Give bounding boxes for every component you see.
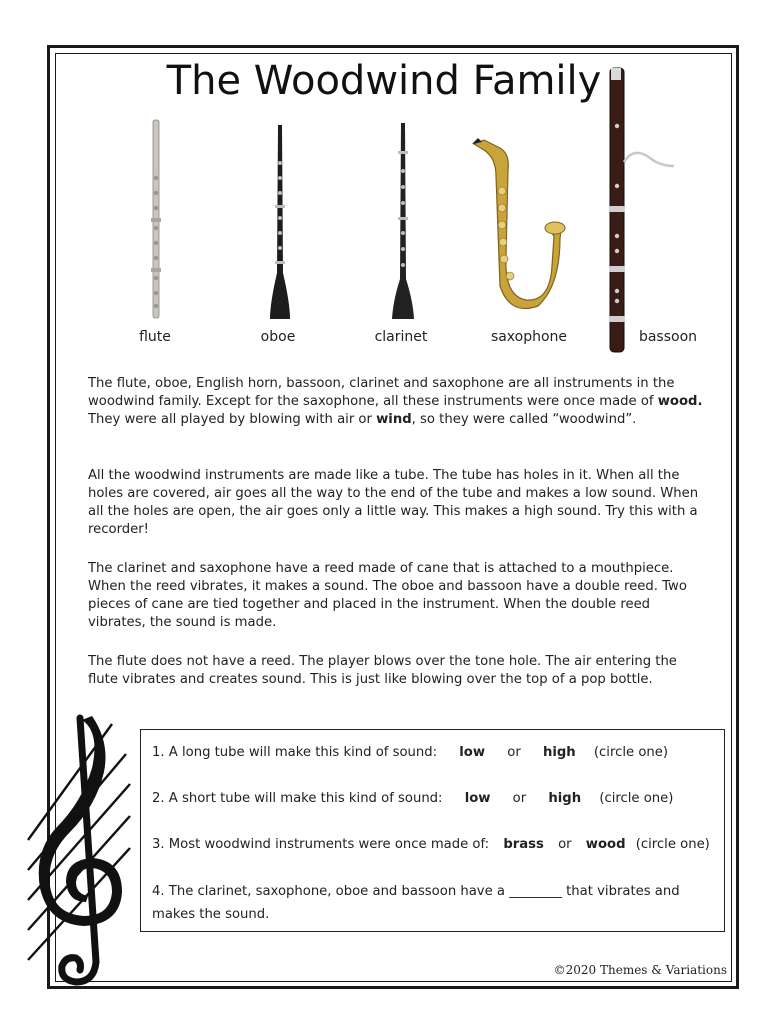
question-1-text: 1. A long tube will make this kind of sound: (152, 745, 438, 760)
question-2-note: (circle one) (599, 791, 674, 806)
instrument-label-saxophone: saxophone (490, 329, 568, 345)
question-2 (152, 791, 673, 806)
paragraph-intro-text-2: They were all played by blowing with air or (88, 412, 377, 427)
question-2-option-low[interactable]: low (464, 791, 491, 806)
question-4-line-1: 4. The clarinet, saxophone, oboe and bassoon have a ________ that vibrates and (152, 884, 680, 899)
question-3-option-wood[interactable]: wood (585, 837, 626, 852)
question-1-note: (circle one) (593, 745, 669, 760)
paragraph-intro (88, 375, 704, 429)
question-3-or: or (558, 837, 572, 852)
keyword-wind: wind (376, 412, 412, 427)
question-4-line-2: makes the sound. (152, 907, 270, 922)
keyword-wood: wood. (657, 394, 703, 409)
question-2-or: or (512, 791, 527, 806)
instrument-label-flute: flute (139, 329, 171, 345)
question-3-option-brass[interactable]: brass (503, 837, 544, 852)
paragraph-tube: All the woodwind instruments are made like a tube. The tube has holes in it. When all the holes are covered, air goes all the way to the end of the tube and makes a low sound. When all the holes are open, the air goes only a little way. This makes a high sound. Try this with a recorder! (88, 468, 699, 537)
treble-clef-icon (22, 712, 142, 992)
paragraph-flute: The flute does not have a reed. The player blows over the tone hole. The air entering the flute vibrates and creates sound. This is just like blowing over the top of a pop bottle. (88, 654, 677, 687)
question-2-text: 2. A short tube will make this kind of sound: (152, 791, 443, 806)
saxophone-icon (470, 136, 566, 312)
instrument-label-oboe: oboe (260, 329, 296, 345)
question-1-or: or (507, 745, 521, 760)
bassoon-icon (600, 66, 680, 354)
question-1-option-low[interactable]: low (459, 745, 486, 760)
clarinet-icon (389, 121, 417, 321)
question-3-note: (circle one) (635, 837, 710, 852)
copyright: ©2020 Themes & Variations (553, 963, 727, 977)
paragraph-intro-text-3: , so they were called “woodwind”. (411, 412, 637, 427)
instrument-label-clarinet: clarinet (374, 329, 428, 345)
question-3-text: 3. Most woodwind instruments were once made of: (152, 837, 490, 852)
question-2-option-high[interactable]: high (548, 791, 582, 806)
question-1-option-high[interactable]: high (542, 745, 576, 760)
paragraph-intro-text-1: The flute, oboe, English horn, bassoon, clarinet and saxophone are all instruments in the woodwind family. Except for the saxophone, all these instruments were once made of (88, 376, 675, 409)
oboe-icon (266, 123, 294, 321)
page-title: The Woodwind Family (166, 58, 602, 104)
paragraph-reed: The clarinet and saxophone have a reed made of cane that is attached to a mouthpiece. When the reed vibrates, it makes a sound. The oboe and bassoon have a double reed. Two pieces of cane are tied together and placed in the instrument. When the double reed vibrates, the sound is made. (88, 561, 687, 630)
instrument-label-bassoon: bassoon (638, 329, 698, 345)
question-3 (152, 837, 710, 852)
question-1 (152, 745, 668, 760)
flute-icon (143, 118, 169, 322)
